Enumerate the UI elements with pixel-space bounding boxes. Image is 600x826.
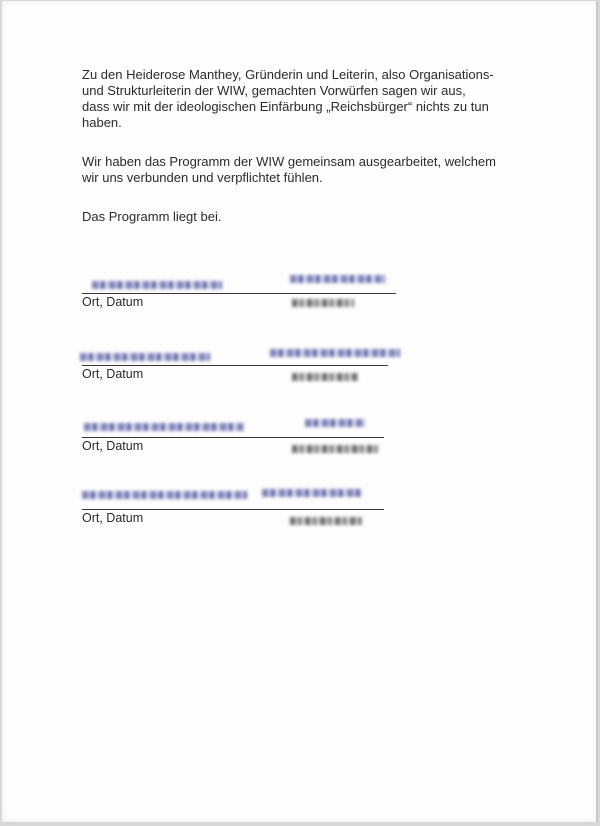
paragraph-attachment-note: Das Programm liegt bei. [82, 209, 222, 224]
place-date-label: Ort, Datum [82, 511, 144, 525]
signature-line [82, 293, 396, 294]
signature-block-4 [80, 487, 400, 547]
place-date-label: Ort, Datum [82, 295, 144, 309]
page-edge [596, 1, 598, 822]
paragraph-statement: Zu den Heiderose Manthey, Gründerin und Leiterin, also Organisations- und Strukturleiterin der WIW, gemachten Vorwürfen sagen wir aus, dass wir mit der ideologischen Einfärbung „Reichsbürger“ nichts zu tun haben. [82, 67, 494, 130]
signature-block-3 [80, 415, 400, 475]
redacted-printed-name [292, 445, 378, 453]
signature-block-2 [80, 343, 400, 403]
redacted-signature [262, 489, 362, 497]
redacted-signature [305, 419, 365, 427]
redacted-place-date [80, 353, 210, 361]
redacted-place-date [82, 491, 247, 499]
signature-line [82, 509, 384, 510]
signature-line [82, 365, 388, 366]
redacted-place-date [92, 281, 222, 289]
redacted-printed-name [292, 373, 358, 381]
redacted-printed-name [292, 299, 354, 307]
place-date-label: Ort, Datum [82, 439, 144, 453]
redacted-printed-name [290, 517, 362, 525]
place-date-label: Ort, Datum [82, 367, 144, 381]
document-page [2, 1, 598, 822]
signature-block-1 [80, 273, 400, 333]
signature-line [82, 437, 384, 438]
redacted-signature [290, 275, 385, 283]
redacted-signature [270, 349, 400, 357]
paragraph-program: Wir haben das Programm der WIW gemeinsam ausgearbeitet, welchem wir uns verbunden und verpflichtet fühlen. [82, 154, 496, 185]
redacted-place-date [84, 423, 244, 431]
